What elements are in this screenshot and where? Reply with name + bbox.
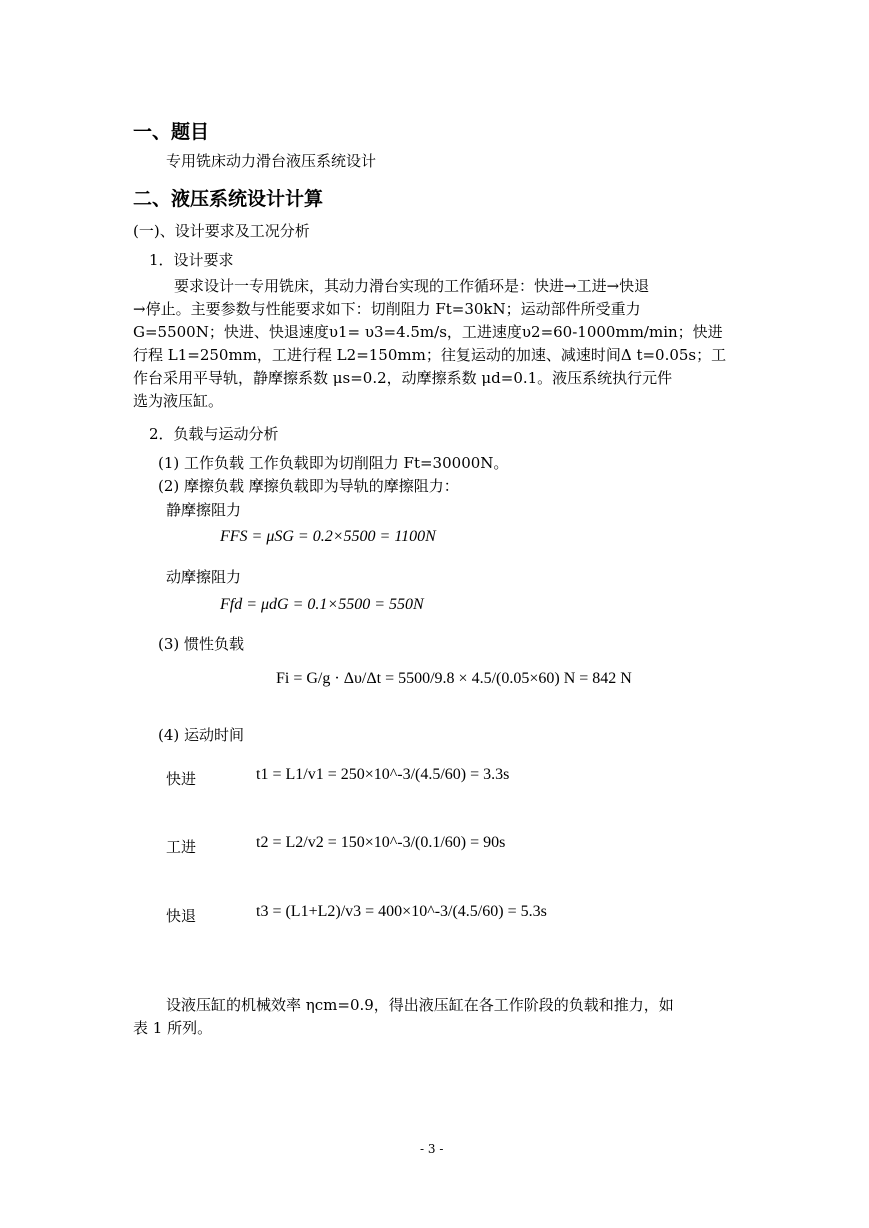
section-title-1: 一、题目 bbox=[133, 121, 210, 143]
req-line: 要求设计一专用铣床，其动力滑台实现的工作循环是：快进→工进→快退 bbox=[174, 277, 650, 295]
work-load: (1) 工作负载 工作负载即为切削阻力 Ft=30000N。 bbox=[158, 454, 509, 472]
static-friction-label: 静摩擦阻力 bbox=[166, 501, 242, 519]
req-line: 行程 L1=250mm，工进行程 L2=150mm；往复运动的加速、减速时间Δ t=0.05s；工 bbox=[133, 346, 727, 364]
project-title: 专用铣床动力滑台液压系统设计 bbox=[166, 152, 377, 170]
time-equation-work-feed: t2 = L2/v2 = 150×10^-3/(0.1/60) = 90s bbox=[256, 834, 506, 851]
static-friction-equation: FFS = μSG = 0.2×5500 = 1100N bbox=[220, 528, 436, 545]
dynamic-friction-equation: Ffd = μdG = 0.1×5500 = 550N bbox=[220, 596, 424, 613]
inertia-load-label: (3) 惯性负载 bbox=[158, 635, 245, 653]
section-title-2: 二、液压系统设计计算 bbox=[133, 188, 324, 210]
inertia-equation: Fi = G/g · Δυ/Δt = 5500/9.8 × 4.5/(0.05×60) N = 842 N bbox=[276, 670, 632, 687]
closing-line: 设液压缸的机械效率 ηcm=0.9，得出液压缸在各工作阶段的负载和推力，如 bbox=[166, 996, 674, 1014]
req-line: 选为液压缸。 bbox=[133, 392, 224, 410]
page-number: - 3 - bbox=[420, 1142, 444, 1156]
closing-paragraph bbox=[133, 994, 739, 1040]
item-design-requirements: 1．设计要求 bbox=[149, 251, 234, 269]
req-line: 作台采用平导轨，静摩擦系数 μs=0.2，动摩擦系数 μd=0.1。液压系统执行元件 bbox=[133, 369, 673, 387]
requirements-paragraph bbox=[133, 275, 739, 413]
closing-line: 表 1 所列。 bbox=[133, 1019, 213, 1037]
time-equation-rapid-return: t3 = (L1+L2)/v3 = 400×10^-3/(4.5/60) = 5.3s bbox=[256, 903, 547, 920]
dynamic-friction-label: 动摩擦阻力 bbox=[166, 568, 242, 586]
time-label-work-feed: 工进 bbox=[166, 838, 197, 856]
subsection-title: (一)、设计要求及工况分析 bbox=[133, 222, 310, 240]
req-line: G=5500N；快进、快退速度υ1= υ3=4.5m/s，工进速度υ2=60-1000mm/min；快进 bbox=[133, 323, 723, 341]
req-line: →停止。主要参数与性能要求如下：切削阻力 Ft=30kN；运动部件所受重力 bbox=[133, 300, 641, 318]
time-label-rapid-advance: 快进 bbox=[166, 770, 197, 788]
friction-load: (2) 摩擦负载 摩擦负载即为导轨的摩擦阻力： bbox=[158, 477, 459, 495]
item-load-analysis: 2．负载与运动分析 bbox=[149, 425, 279, 443]
time-equation-rapid-advance: t1 = L1/v1 = 250×10^-3/(4.5/60) = 3.3s bbox=[256, 766, 510, 783]
time-label-rapid-return: 快退 bbox=[166, 907, 197, 925]
motion-time-label: (4) 运动时间 bbox=[158, 726, 245, 744]
